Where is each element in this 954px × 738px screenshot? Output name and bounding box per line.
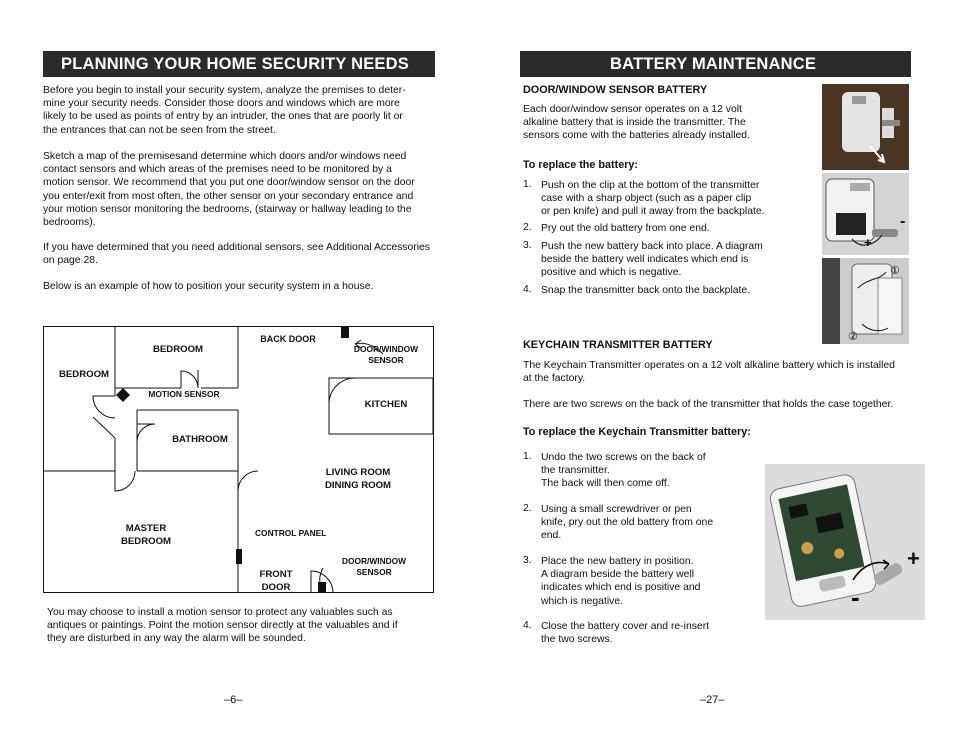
kc-step-3-number: 3. (523, 555, 532, 566)
step-1-number: 1. (523, 179, 532, 190)
page-title-left: PLANNING YOUR HOME SECURITY NEEDS (43, 51, 435, 77)
plan-label-bedroom-upper: BEDROOM (152, 344, 204, 355)
plan-label-front-door: FRONT DOOR (259, 569, 293, 593)
step-4-number: 4. (523, 284, 532, 295)
plan-label-bedroom-left: BEDROOM (58, 369, 110, 380)
step-1-text: Push on the clip at the bottom of the transmitter case with a sharp object (such as a paper clip or pen knife) and pull it away from the backplate. (541, 180, 765, 218)
keychain-minus-label: - (851, 582, 860, 612)
plan-label-bathroom: BATHROOM (172, 434, 228, 445)
plan-label-door-window-sensor-bottom: DOOR/WINDOW SENSOR (341, 556, 407, 577)
kc-step-3-text: Place the new battery in position. A diagram beside the battery well indicates which end is positive and which is negative. (541, 556, 701, 607)
plan-label-door-window-sensor-top: DOOR/WINDOW SENSOR (353, 344, 419, 365)
step-3-text: Push the new battery back into place. A diagram beside the battery well indicates which end is positive and which is negative. (541, 241, 763, 279)
step-3-number: 3. (523, 240, 532, 251)
dw-battery-heading: DOOR/WINDOW SENSOR BATTERY (523, 84, 708, 96)
plan-label-control-panel: CONTROL PANEL (255, 528, 327, 538)
floor-plan-drawing (43, 326, 434, 593)
kc-step-2-number: 2. (523, 503, 532, 514)
step-2-number: 2. (523, 222, 532, 233)
step-mark-1: ① (890, 265, 900, 277)
keychain-plus-label: + (907, 546, 920, 571)
plan-label-back-door: BACK DOOR (260, 334, 316, 344)
photo-plus-label: + (864, 235, 872, 250)
sensor-mounted-photo (822, 84, 909, 170)
page-number-right: –27– (700, 694, 725, 706)
plan-label-motion-sensor: MOTION SENSOR (148, 389, 220, 399)
replace-battery-heading: To replace the battery: (523, 159, 638, 171)
kc-step-4-text: Close the battery cover and re-insert the two screws. (541, 621, 710, 646)
keychain-replace-heading: To replace the Keychain Transmitter battery: (523, 426, 751, 438)
step-mark-2: ② (848, 331, 858, 343)
dw-battery-text: Each door/window sensor operates on a 12 volt alkaline battery that is inside the transmitter. The sensors come with the batteries already installed. (523, 104, 750, 142)
kc-step-1-number: 1. (523, 451, 532, 462)
sensor-reassemble-photo (822, 258, 909, 344)
kc-step-1-text: Undo the two screws on the back of the transmitter. The back will then come off. (541, 452, 706, 490)
additional-sensors-paragraph: If you have determined that you need additional sensors, see Additional Accessories on page 28. (43, 242, 431, 267)
keychain-screws-text: There are two screws on the back of the transmitter that holds the case together. (523, 399, 894, 410)
page-title-right: BATTERY MAINTENANCE (520, 51, 911, 77)
sketch-paragraph: Sketch a map of the premisesand determine which doors and/or windows need contact sensors and which areas of the premises need to be monitored by a motion sensor. We recommend that you put one door/window sensor on the door you enter/exit from most often, the other sensor on your secondary entrance and your motion sensor monitoring the bedrooms, (stairway or hallway leading to the bedrooms). (43, 151, 415, 229)
intro-paragraph: Before you begin to install your security system, analyze the premises to deter- mine your security needs. Consider those doors and windows which are more likely to be used as points of entry by an intruder, the ones that are poorly lit or the entrances that can not be seen from the street. (43, 85, 406, 136)
keychain-transmitter-drawing (765, 464, 925, 620)
sensor-open-photo (822, 173, 909, 255)
valuables-paragraph: You may choose to install a motion sensor to protect any valuables such as antiques or paintings. Point the motion sensor directly at the valuables and if they are disturbed in any way the alarm will be sounded. (47, 607, 398, 645)
keychain-battery-heading: KEYCHAIN TRANSMITTER BATTERY (523, 339, 713, 351)
plan-label-living-dining: LIVING ROOM DINING ROOM (324, 467, 392, 491)
step-4-text: Snap the transmitter back onto the backplate. (541, 285, 751, 296)
photo-minus-label: - (900, 213, 906, 230)
kc-step-4-number: 4. (523, 620, 532, 631)
page-number-left: –6– (224, 694, 243, 706)
sensor-mounted-drawing (822, 84, 909, 170)
plan-label-master-bedroom: MASTER BEDROOM (120, 523, 172, 547)
plan-label-kitchen: KITCHEN (364, 399, 408, 410)
keychain-battery-text: The Keychain Transmitter operates on a 12 volt alkaline battery which is installed at the factory. (523, 360, 895, 385)
kc-step-2-text: Using a small screwdriver or pen knife, pry out the old battery from one end. (541, 504, 714, 542)
keychain-transmitter-photo (765, 464, 925, 620)
example-paragraph: Below is an example of how to position your security system in a house. (43, 281, 374, 292)
floor-plan (43, 326, 434, 593)
step-2-text: Pry out the old battery from one end. (541, 223, 710, 234)
